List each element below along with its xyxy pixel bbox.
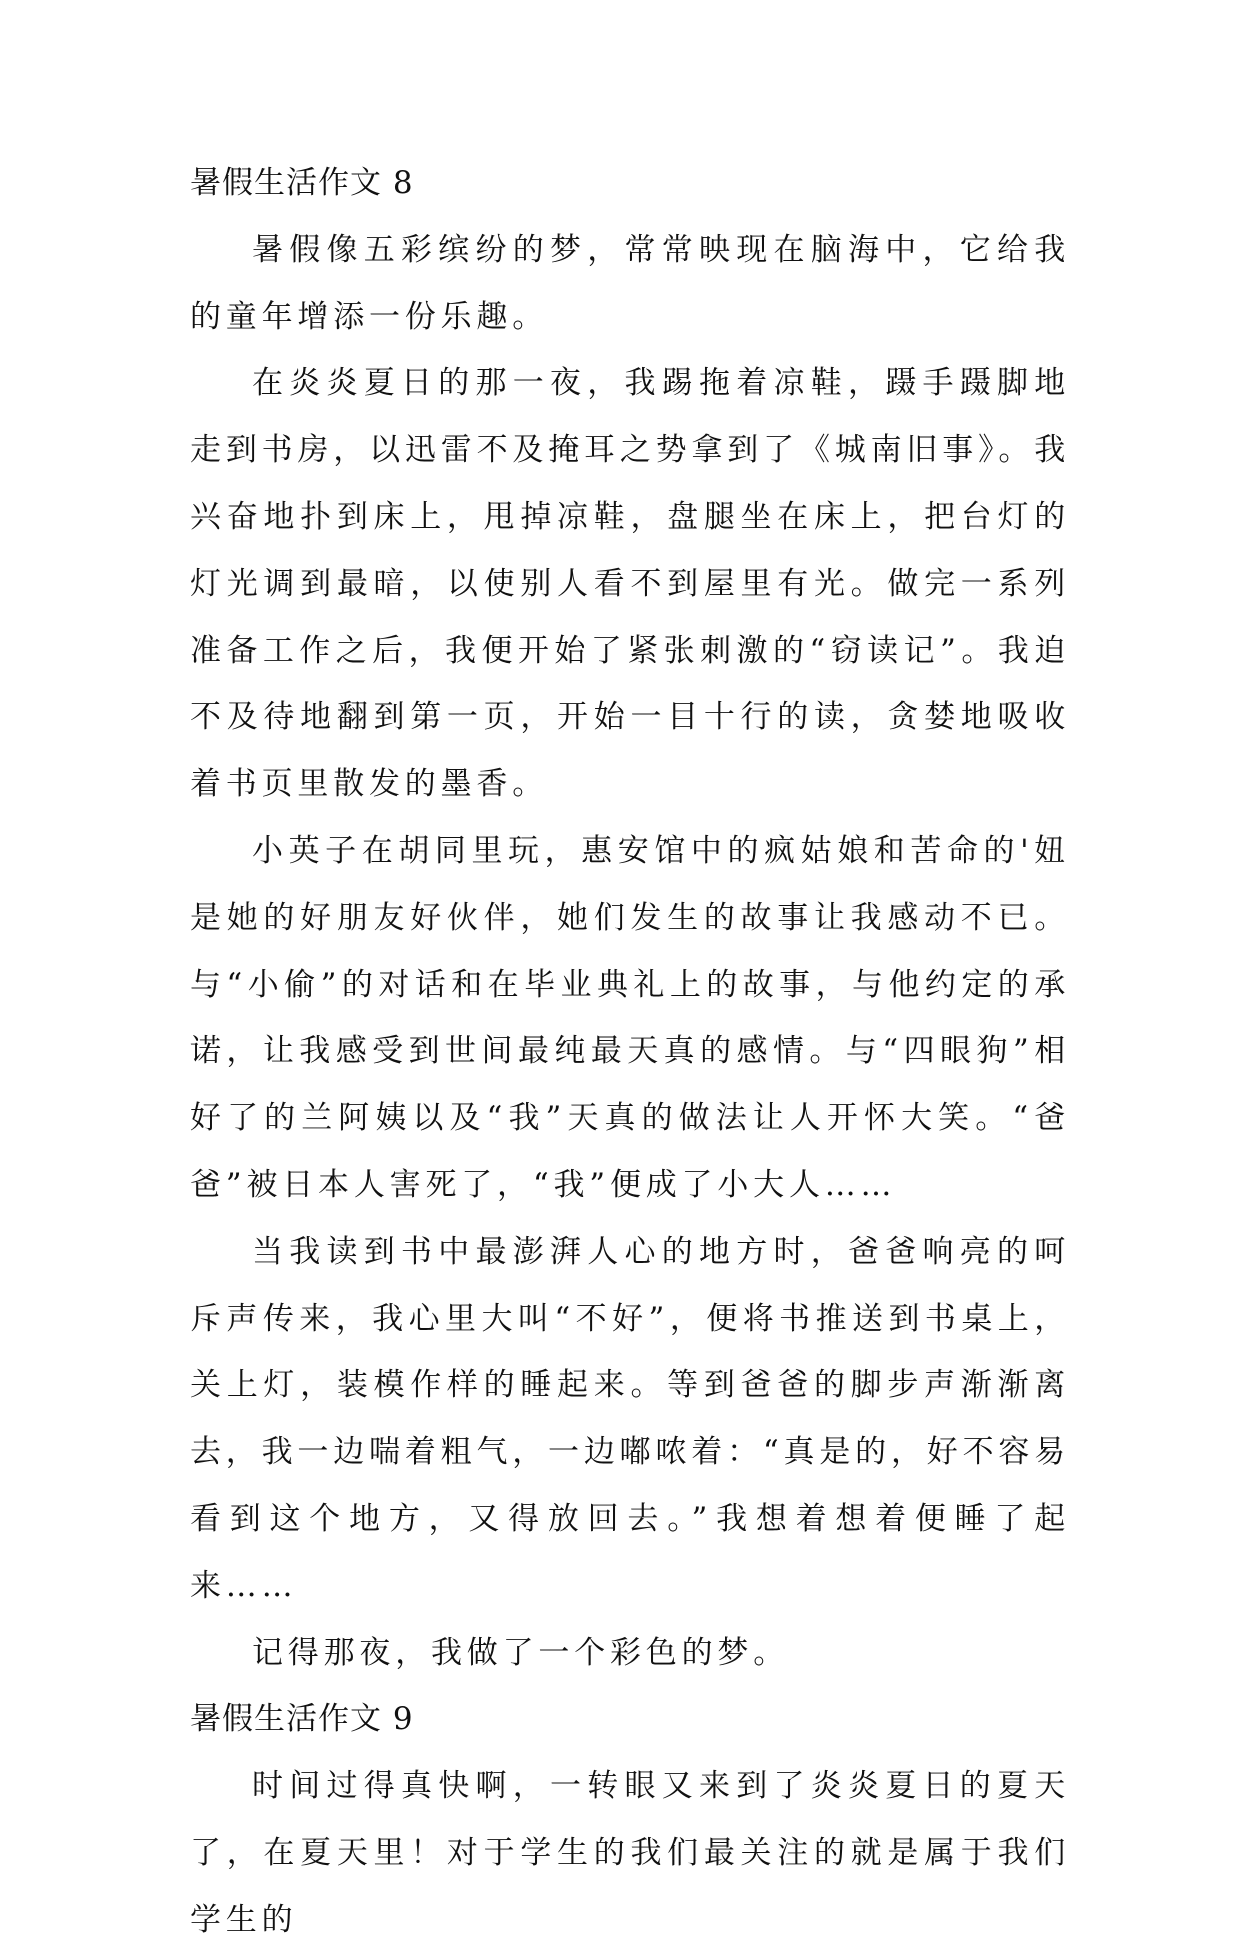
paragraph: 小英子在胡同里玩，惠安馆中的疯姑娘和苦命的'妞是她的好朋友好伙伴，她们发生的故事让我感动不已。与“小偷”的对话和在毕业典礼上的故事，与他约定的承诺，让我感受到世间最纯最天真的感情。与“四眼狗”相好了的兰阿姨以及“我”天真的做法让人开怀大笑。“爸爸”被日本人害死了，“我”便成了小大人…… <box>190 832 1070 1203</box>
paragraph: 记得那夜，我做了一个彩色的梦。 <box>252 1634 789 1671</box>
paragraph: 时间过得真快啊，一转眼又来到了炎炎夏日的夏天了，在夏天里！对于学生的我们最关注的就是属于我们学生的 <box>190 1768 1070 1938</box>
paragraph: 在炎炎夏日的那一夜，我踢拖着凉鞋，蹑手蹑脚地走到书房，以迅雷不及掩耳之势拿到了《城南旧事》。我兴奋地扑到床上，甩掉凉鞋，盘腿坐在床上，把台灯的灯光调到最暗，以使别人看不到屋里有光。做完一系列准备工作之后，我便开始了紧张刺激的“窃读记”。我迫不及待地翻到第一页，开始一目十行的读，贪婪地吸收着书页里散发的墨香。 <box>190 365 1070 803</box>
section-heading: 暑假生活作文 8 <box>190 165 414 201</box>
section-heading: 暑假生活作文 9 <box>190 1701 414 1738</box>
paragraph: 暑假像五彩缤纷的梦，常常映现在脑海中，它给我的童年增添一份乐趣。 <box>190 231 1070 335</box>
document-page <box>190 150 1070 1954</box>
paragraph: 当我读到书中最澎湃人心的地方时，爸爸响亮的呵斥声传来，我心里大叫“不好”，便将书推送到书桌上，关上灯，装模作样的睡起来。等到爸爸的脚步声渐渐离去，我一边喘着粗气，一边嘟哝着：“真是的，好不容易看到这个地方，又得放回去。”我想着想着便睡了起来…… <box>190 1233 1070 1604</box>
